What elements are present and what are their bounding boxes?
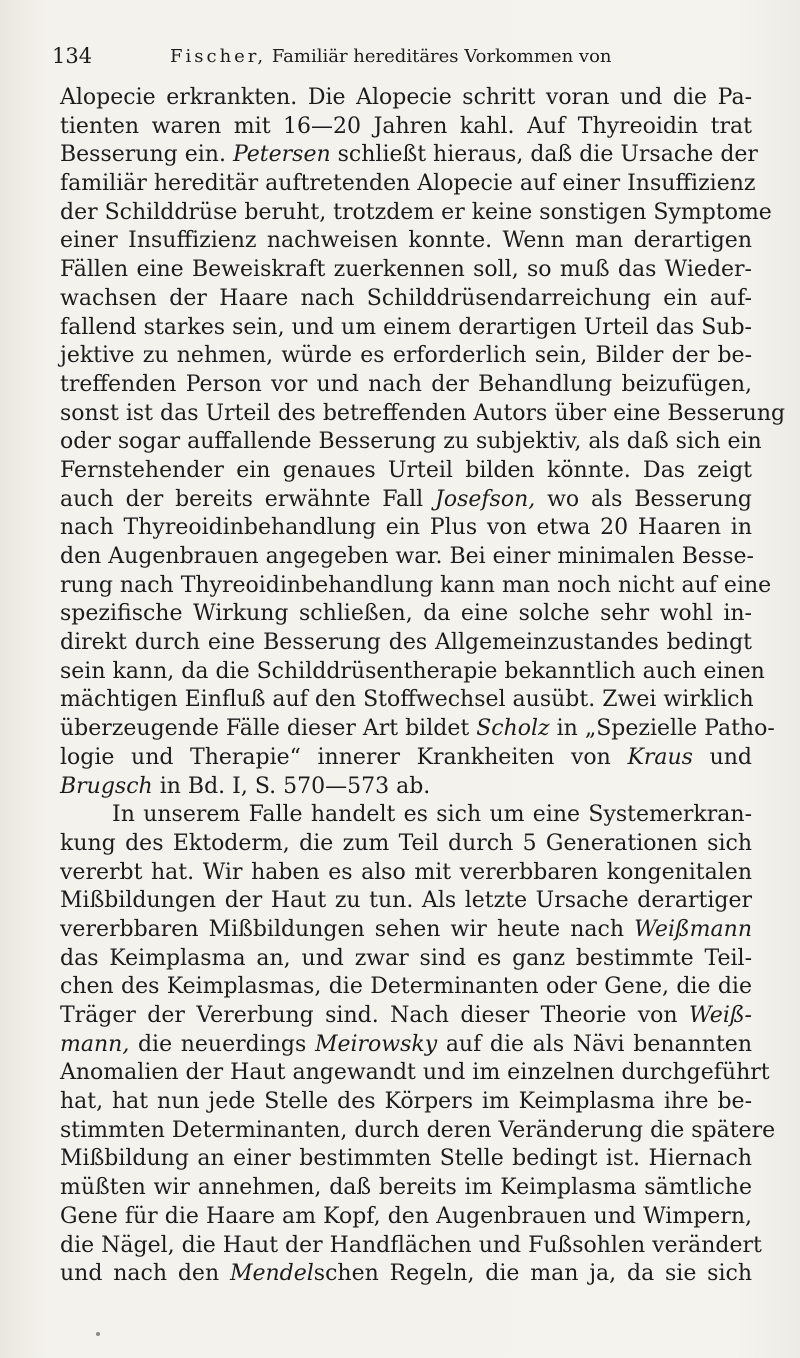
text-run: in Bd. I, S. 570—573 ab. [152,773,431,799]
text-line [60,715,775,744]
text-run: überzeugende Fälle dieser Art bildet [60,716,477,742]
text-run: rung nach Thyreoidinbehandlung kann man noch nicht auf eine [60,572,772,598]
text-line [60,1088,752,1117]
text-line [60,1031,752,1060]
text-run: in „Spezielle Patho- [549,716,775,742]
emphasized-name: Scholz [476,716,550,742]
text-run: logie und Therapie“ innerer Krankheiten von [60,744,628,770]
text-line [60,1117,776,1146]
emphasized-name: Petersen [232,142,331,168]
text-line [60,199,772,228]
text-run: fallend starkes sein, und um einem derartigen Urteil das Sub- [60,314,752,340]
text-run: sein kann, da die Schilddrüsentherapie bekanntlich auch einen [60,658,765,684]
text-run: das Keimplasma an, und zwar sind es ganz bestimmte Teil- [60,945,752,971]
text-run: Mißbildung an einer bestimmten Stelle bedingt ist. Hiernach [60,1146,752,1172]
text-line [60,543,752,572]
text-run: mächtigen Einfluß auf den Stoffwechsel ausübt. Zwei wirklich [60,687,754,713]
text-run: Gene für die Haare am Kopf, den Augenbrauen und Wimpern, [60,1203,752,1229]
text-line [60,514,752,543]
text-line [60,945,752,974]
text-run: Fernstehender ein genaues Urteil bilden könnte. Das zeigt [60,457,752,483]
emphasized-name: Kraus [627,744,693,770]
page-header [52,44,752,74]
text-line [60,887,752,916]
text-run: chen des Keimplasmas, die Determinanten oder Gene, die die [60,974,752,1000]
text-line [60,572,772,601]
text-line [60,371,752,400]
text-line [60,801,752,830]
text-run: vererbbaren Mißbildungen sehen wir heute nach [60,916,635,942]
text-run: und [692,744,752,770]
body-text [60,84,786,1289]
text-line [60,629,752,658]
text-line [60,141,758,170]
text-line [60,973,752,1002]
text-run: jektive zu nehmen, würde es erforderlich sein, Bilder der be- [60,343,752,369]
text-line [60,314,752,343]
text-run: die Nägel, die Haut der Handflächen und Fußsohlen verändert [60,1232,762,1258]
emphasized-name: Josefson, [435,486,536,512]
print-speck [96,1332,100,1336]
text-run: der Schilddrüse beruht, trotzdem er keine sonstigen Symptome [60,199,772,225]
text-line [60,342,752,371]
text-run: die neuerdings [129,1031,315,1057]
emphasized-name: Weißmann [634,916,752,942]
text-run: und nach den [60,1261,230,1287]
text-run: den Augenbrauen angegeben war. Bei einer minimalen Besse- [60,544,754,569]
text-run: tienten waren mit 16—20 Jahren kahl. Auf Thyreoidin trat [60,113,752,139]
text-line [60,1203,752,1232]
text-run: oder sogar auffallende Besserung zu subjektiv, als daß sich ein [60,429,762,455]
text-run: müßten wir annehmen, daß bereits im Keimplasma sämtliche [60,1175,752,1201]
text-run: einer Insuffizienz nachweisen konnte. Wenn man derartigen [60,228,752,254]
page-number: 134 [52,44,93,68]
text-line [60,1145,752,1174]
text-line [60,773,752,802]
text-run: sonst ist das Urteil des betreffenden Autors über eine Besserung [60,400,786,426]
text-run: spezifische Wirkung schließen, da eine solche sehr wohl in- [60,601,752,627]
text-run: wachsen der Haare nach Schilddrüsendarreichung ein auf- [60,285,752,311]
text-line [60,285,752,314]
text-line [60,1002,752,1031]
text-line [60,486,752,515]
text-line [60,256,752,285]
text-run: auf die als Nävi benannten [437,1031,752,1057]
running-head-title: Familiär hereditäres Vorkommen von [271,46,612,67]
text-line [60,170,756,199]
text-run: Träger der Vererbung sind. Nach dieser Theorie von [60,1003,689,1028]
text-run: stimmten Determinanten, durch deren Veränderung die spätere [60,1117,776,1143]
emphasized-name: Mendel [229,1261,314,1287]
text-run: Anomalien der Haut angewandt und im einzelnen durchgeführt [60,1060,770,1086]
emphasized-name: mann, [60,1031,130,1057]
text-run: Fällen eine Beweiskraft zuerkennen soll, so muß das Wieder- [60,257,752,283]
running-head-author: Fischer, [170,46,267,67]
text-run: schließt hieraus, daß die Ursache der [330,142,758,168]
text-line [60,916,752,945]
text-line [60,1260,752,1289]
text-run: Alopecie erkrankten. Die Alopecie schritt voran und die Pa- [60,85,752,110]
text-line [60,1059,770,1088]
text-run: nach Thyreoidinbehandlung ein Plus von etwa 20 Haaren in [60,515,752,541]
text-run: wo als Besserung [535,486,752,512]
emphasized-name: Meirowsky [314,1031,438,1057]
text-line [60,830,752,859]
text-line [60,428,762,457]
text-line [60,400,786,429]
text-line [60,859,752,888]
text-line [60,600,752,629]
text-run: auch der bereits erwähnte Fall [60,486,436,512]
text-run: direkt durch eine Besserung des Allgemeinzustandes bedingt [60,630,752,656]
text-run: Besserung ein. [60,142,233,168]
text-line [60,686,752,715]
text-run: hat, hat nun jede Stelle des Körpers im Keimplasma ihre be- [60,1089,752,1115]
emphasized-name: Brugsch [60,773,153,799]
text-run: familiär hereditär auftretenden Alopecie auf einer Insuffizienz [60,171,756,197]
text-run: Mißbildungen der Haut zu tun. Als letzte Ursache derartiger [60,888,752,914]
running-head [170,46,612,67]
text-run: treffenden Person vor und nach der Behandlung beizufügen, [60,371,752,397]
text-line [60,457,752,486]
text-line [60,1174,752,1203]
emphasized-name: Weiß- [688,1003,752,1028]
text-run: In unserem Falle handelt es sich um eine Systemerkran- [112,802,752,828]
text-line [60,744,752,773]
text-run: vererbt hat. Wir haben es also mit vererbbaren kongenitalen [60,859,752,885]
text-line [60,84,752,113]
text-run: kung des Ektoderm, die zum Teil durch 5 Generationen sich [60,830,752,856]
text-line [60,227,752,256]
text-line [60,113,752,142]
text-line [60,1232,762,1261]
text-run: schen Regeln, die man ja, da sie sich [313,1261,752,1287]
text-line [60,658,765,687]
